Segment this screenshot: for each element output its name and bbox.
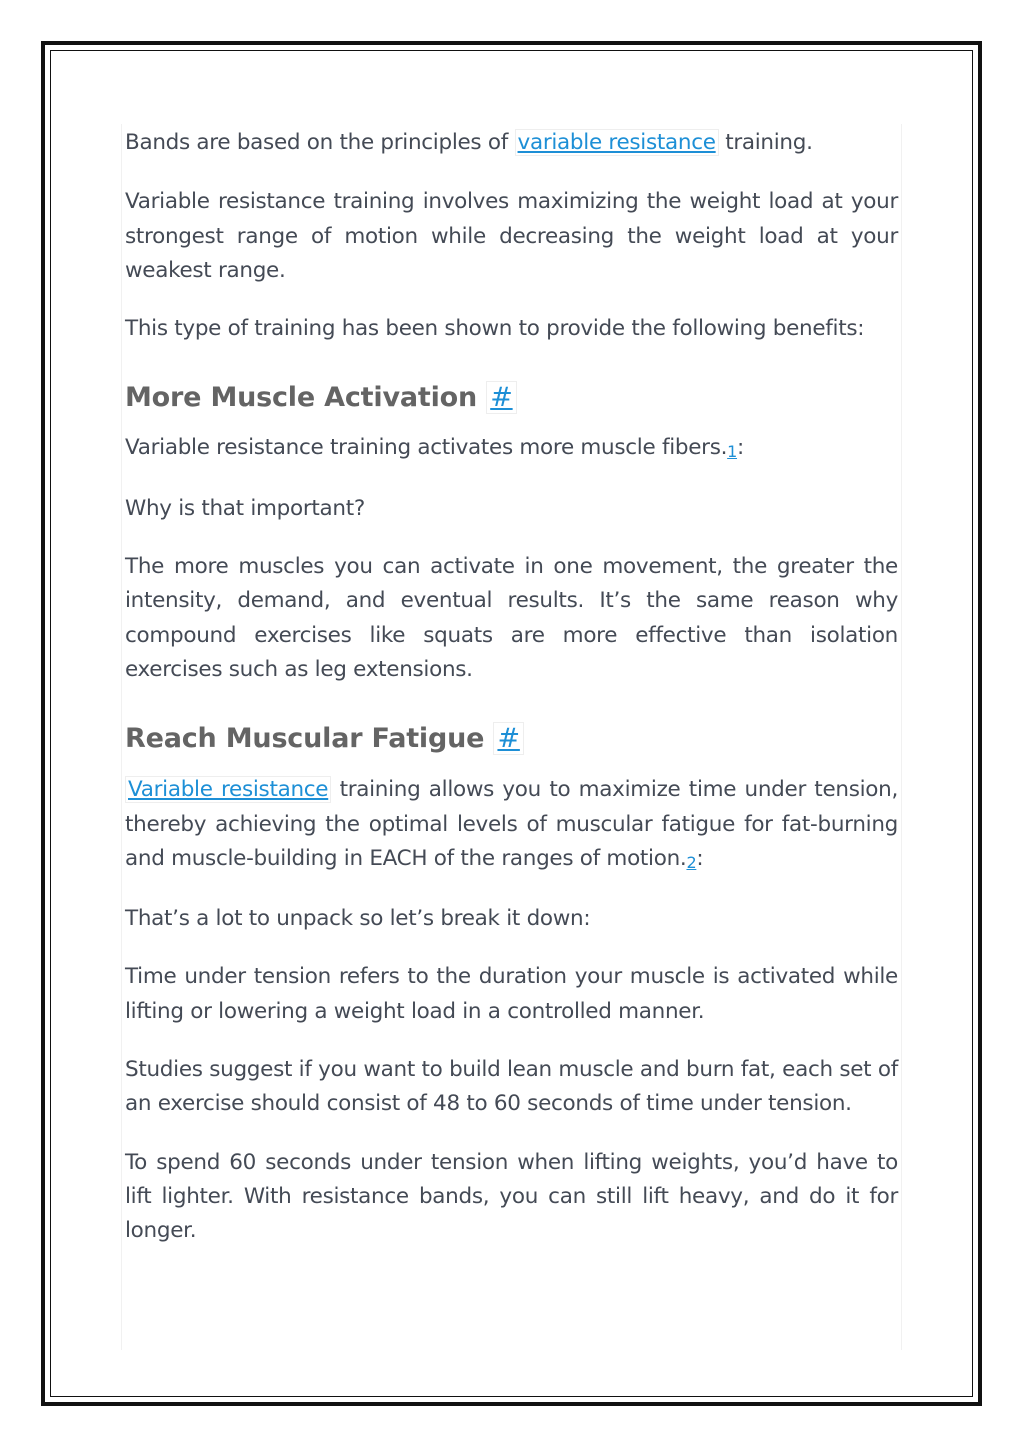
paragraph-intro-tail: training. <box>718 130 813 155</box>
paragraph-intro <box>125 126 898 160</box>
paragraph-benefits-intro: This type of training has been shown to provide the following benefits: <box>125 316 865 342</box>
paragraph-muscle-fibers-tail: : <box>737 435 744 461</box>
paragraph-definition: Variable resistance training involves maximizing the weight load at your strongest range of motion while decreasing the weight load at your weakest range. <box>125 189 898 283</box>
heading-more-muscle-activation <box>125 378 898 418</box>
paragraph-time-under-tension <box>125 773 898 877</box>
footnote-link-1[interactable]: 1 <box>727 442 738 462</box>
heading-title: More Muscle Activation <box>125 382 477 414</box>
footnote-link-2[interactable]: 2 <box>686 852 697 872</box>
paragraph-intensity: The more muscles you can activate in one movement, the greater the intensity, demand, and eventual results. It’s the same reason why compound exercises like squats are more effective than isolation exercises such as leg extensions. <box>125 554 898 682</box>
heading-title: Reach Muscular Fatigue <box>125 723 485 755</box>
paragraph-muscle-fibers-text: Variable resistance training activates more muscle fibers. <box>125 435 728 461</box>
paragraph-studies: Studies suggest if you want to build lean muscle and burn fat, each set of an exercise should consist of 48 to 60 seconds of time under tension. <box>125 1057 898 1117</box>
paragraph-tut-definition: Time under tension refers to the duration your muscle is activated while lifting or lowering a weight load in a controlled manner. <box>125 964 898 1024</box>
paragraph-question: Why is that important? <box>125 495 365 521</box>
paragraph-tut-text: training allows you to maximize time under tension, thereby achieving the optimal levels of muscular fatigue for fat-burning and muscle-building in EACH of the ranges of motion. <box>125 777 898 871</box>
footnote-ref-2[interactable] <box>686 853 696 872</box>
heading-anchor-link[interactable]: # <box>493 722 523 755</box>
variable-resistance-link[interactable]: Variable resistance <box>125 776 331 803</box>
paragraph-unpack: That’s a lot to unpack so let’s break it down: <box>125 906 591 932</box>
article-body <box>121 124 902 1350</box>
paragraph-intro-text: Bands are based on the principles of <box>125 130 515 155</box>
paragraph-muscle-fibers <box>125 431 898 466</box>
footnote-ref-1[interactable] <box>727 442 737 461</box>
heading-anchor-link[interactable]: # <box>486 381 516 414</box>
heading-reach-muscular-fatigue <box>125 719 898 759</box>
paragraph-tut-tail: : <box>696 845 704 871</box>
variable-resistance-link[interactable]: variable resistance <box>515 129 719 156</box>
paragraph-sixty-seconds: To spend 60 seconds under tension when lifting weights, you’d have to lift lighter. With resistance bands, you can still lift heavy, and do it for longer. <box>125 1149 898 1244</box>
